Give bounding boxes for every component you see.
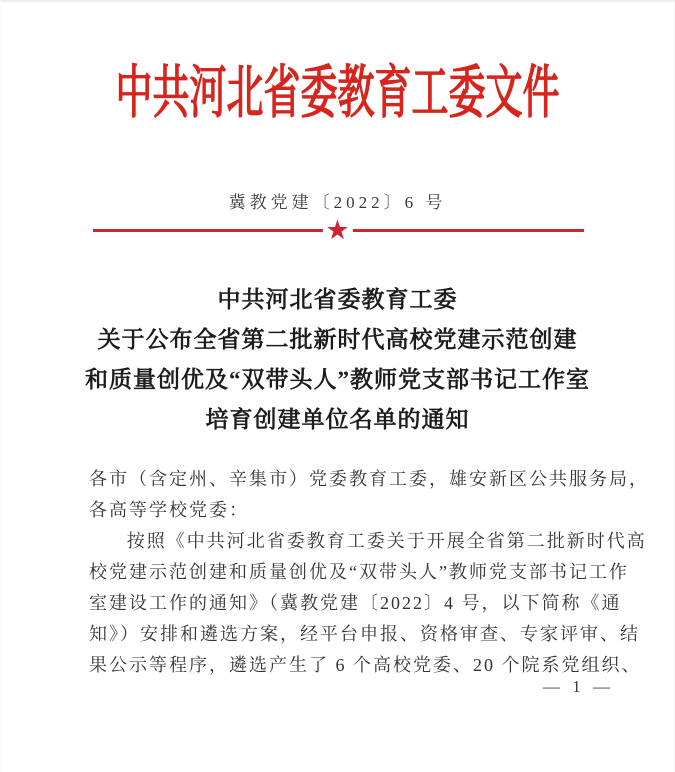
body-line: 果公示等程序，遴选产生了 6 个高校党委、20 个院系党组织、 xyxy=(89,655,642,675)
document-body xyxy=(89,464,649,681)
body-line: 知》）安排和遴选方案，经平台申报、资格审查、专家评审、结 xyxy=(89,624,640,644)
body-line: 各市（含定州、辛集市）党委教育工委，雄安新区公共服务局， xyxy=(89,469,649,489)
body-line: 校党建示范创建和质量创优及“双带头人”教师党支部书记工作 xyxy=(89,562,629,582)
red-divider xyxy=(1,216,674,246)
body-line: 按照《中共河北省委教育工委关于开展全省第二批新时代高 xyxy=(126,531,647,551)
document-title-line: 培育创建单位名单的通知 xyxy=(205,407,470,432)
body-line: 室建设工作的通知》（冀教党建〔2022〕4 号，以下简称《通 xyxy=(89,593,622,613)
document-title-line: 中共河北省委教育工委 xyxy=(217,287,458,312)
letterhead-org-title: 中共河北省委教育工委文件 xyxy=(115,62,560,126)
document-title xyxy=(1,280,674,440)
doc-reference-number: 冀教党建〔2022〕6 号 xyxy=(228,193,447,212)
star-icon: ★ xyxy=(322,216,352,246)
page-number: — 1 — xyxy=(543,677,614,696)
body-line: 各高等学校党委： xyxy=(89,500,249,520)
document-title-line: 关于公布全省第二批新时代高校党建示范创建 xyxy=(97,327,578,352)
document-title-line: 和质量创优及“双带头人”教师党支部书记工作室 xyxy=(85,367,590,392)
